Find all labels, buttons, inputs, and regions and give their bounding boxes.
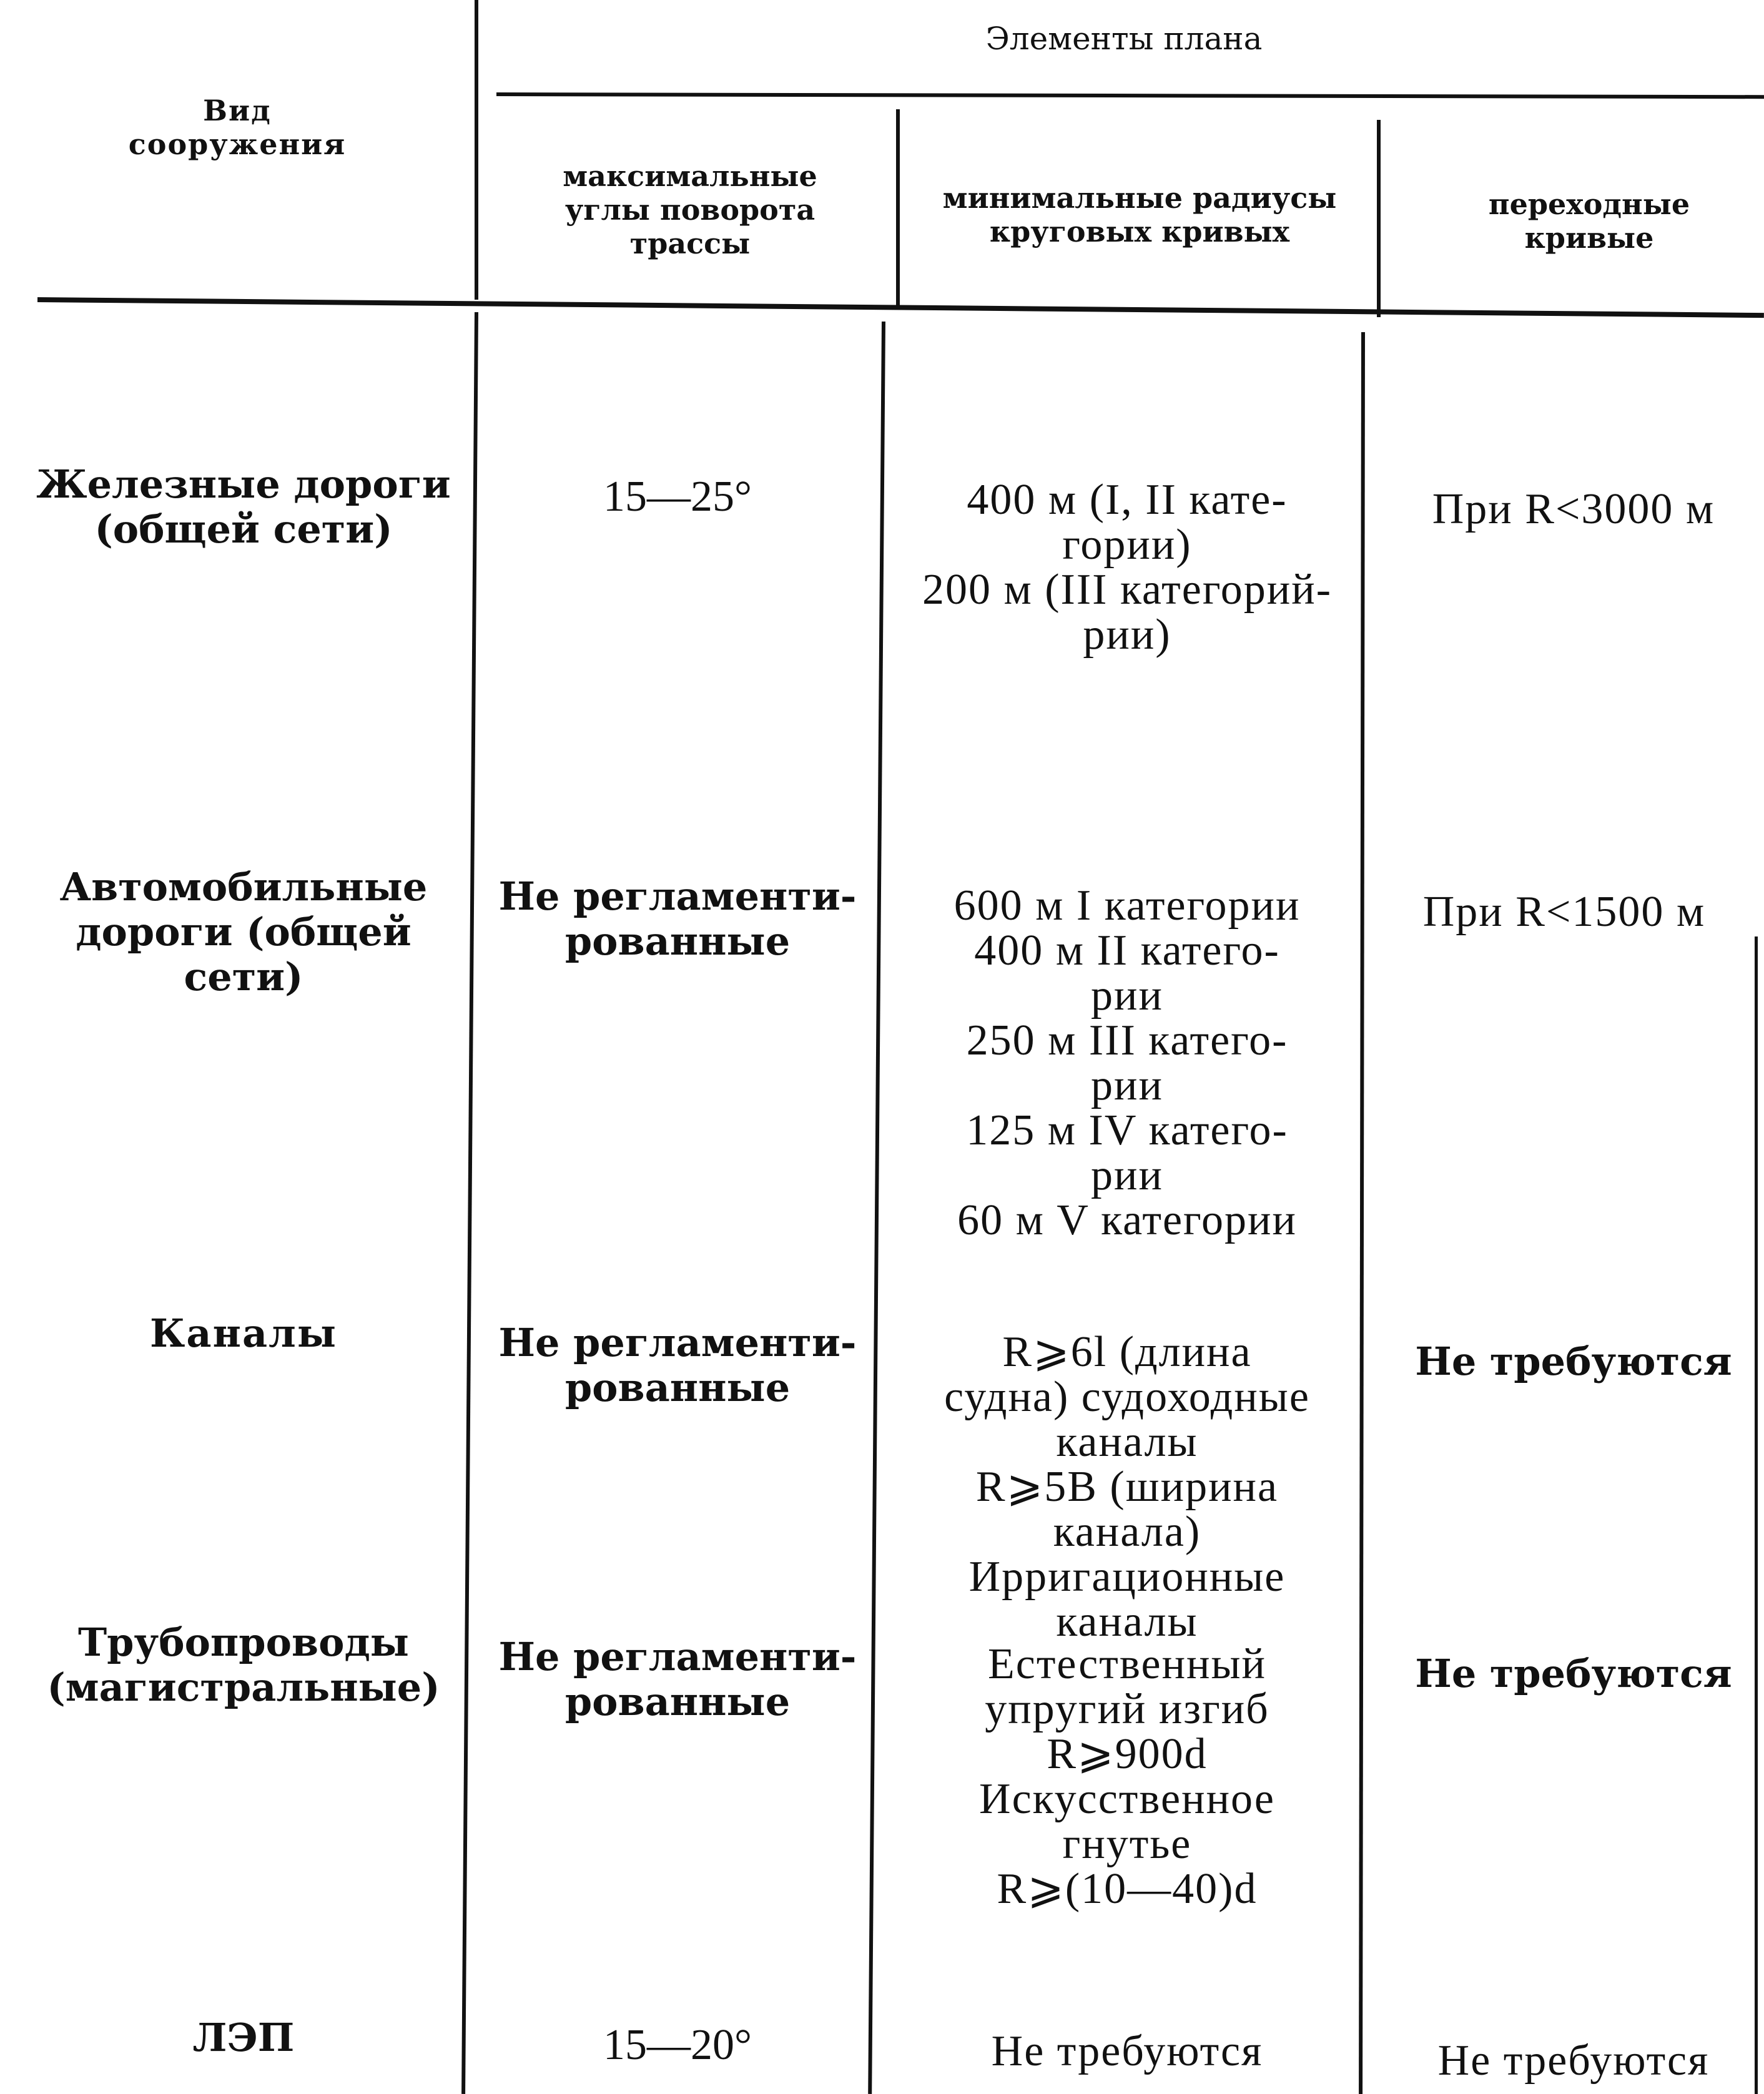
row-radius-power-lines [887,2029,1367,2074]
column-header-line: максимальные [563,159,817,193]
column-header-angles [487,159,893,260]
transition-value: Не требуются [1415,1339,1732,1384]
radius-line: канала) [1053,1508,1201,1556]
row-angle-canals [481,1320,874,1410]
radius-line: Естественный [987,1640,1267,1688]
angle-line: рованные [564,1365,791,1410]
angle-value: 15—20° [603,2021,752,2069]
row-header-line: Вид [203,94,272,127]
rule-v-header-2 [896,109,900,309]
column-header-line: минимальные радиусы [942,181,1337,215]
radius-line: R⩾6l (длина [1002,1328,1252,1376]
transition-value: Не требуются [1415,1651,1732,1696]
row-transition-highways [1371,890,1758,935]
row-radius-pipelines [887,1642,1367,1912]
row-angle-pipelines [481,1634,874,1724]
rule-group-header [496,92,1764,99]
radius-line: R⩾(10—40)d [997,1865,1258,1913]
radius-line: R⩾5B (ширина [975,1463,1279,1511]
column-header-transition [1383,187,1764,255]
column-header-radii [905,181,1374,248]
transition-value: При R<3000 м [1432,485,1715,533]
radius-line: судна) судоходные [944,1373,1310,1421]
row-angle-power-lines [481,2023,874,2068]
radius-line: гнутье [1062,1820,1192,1868]
row-type-power-lines [25,2015,462,2060]
row-header [75,94,400,161]
column-header-line: кривые [1524,221,1654,255]
rule-v-header-3 [1377,120,1381,317]
radius-line: Искусственное [979,1775,1275,1823]
row-radius-canals [887,1330,1367,1644]
angle-line: Не регламенти- [498,1634,857,1679]
radius-line: рии [1091,1151,1163,1199]
column-header-line: круговых кривых [989,215,1290,248]
radius-line: 400 м II катего- [974,927,1280,975]
transition-value: При R<1500 м [1422,888,1706,936]
row-type-line: (общей сети) [94,506,393,552]
row-type-line: (магистральные) [47,1664,440,1710]
rule-v-header-1 [475,0,478,300]
radius-line: рии [1091,971,1163,1020]
row-header-line: сооружения [128,127,347,161]
row-angle-highways [481,874,874,964]
radius-line: 250 м III катего- [966,1016,1288,1064]
row-type-line: дороги (общей [76,909,411,955]
radius-line: каналы [1056,1598,1198,1646]
radius-line: гории) [1062,521,1192,569]
angle-line: рованные [564,918,791,964]
radius-line: каналы [1056,1418,1198,1466]
row-type-line: Железные дороги [36,461,451,507]
angle-line: Не регламенти- [498,873,857,919]
radius-line: 60 м V категории [957,1196,1297,1244]
radius-line: рии [1091,1061,1163,1109]
radius-line: рии) [1083,611,1171,659]
rule-v-body-1 [461,312,478,2094]
row-transition-canals [1371,1339,1764,1384]
column-header-line: переходные [1488,187,1690,221]
radius-line: R⩾900d [1047,1730,1208,1778]
angle-line: рованные [564,1679,791,1724]
radius-line: Ирригационные [968,1553,1286,1601]
column-header-line: трассы [629,227,751,260]
row-radius-railways [893,478,1361,657]
row-type-line: Трубопроводы [78,1620,409,1665]
row-type-railways [25,462,462,552]
transition-value: Не требуются [1437,2037,1710,2085]
rule-v-body-2 [868,322,885,2094]
radius-line: упругий изгиб [985,1685,1269,1733]
group-header [812,21,1436,56]
row-type-canals [25,1311,462,1356]
radius-line: 600 м I категории [953,882,1301,930]
row-type-highways [25,865,462,1000]
row-type-pipelines [12,1620,475,1710]
radius-line: 400 м (I, II кате- [967,476,1288,524]
row-type-line: Автомобильные [59,864,428,910]
angle-line: Не регламенти- [498,1320,857,1365]
row-transition-power-lines [1371,2038,1764,2083]
row-type-line: ЛЭП [192,2015,295,2060]
column-header-line: углы поворота [564,193,815,227]
row-radius-highways [887,883,1367,1243]
row-type-line: сети) [184,954,303,1000]
row-angle-railways [481,474,874,519]
radius-line: 125 м IV катего- [966,1106,1288,1154]
row-transition-pipelines [1371,1651,1764,1696]
group-header-label: Элементы плана [985,21,1263,57]
angle-value: 15—25° [603,473,752,521]
row-type-line: Каналы [150,1310,337,1356]
radius-line: Не требуются [991,2027,1263,2075]
row-transition-railways [1371,487,1764,532]
radius-line: 200 м (III категорий- [922,566,1333,614]
rule-v-body-right [1755,936,1758,2094]
rule-header-bottom [37,297,1764,318]
